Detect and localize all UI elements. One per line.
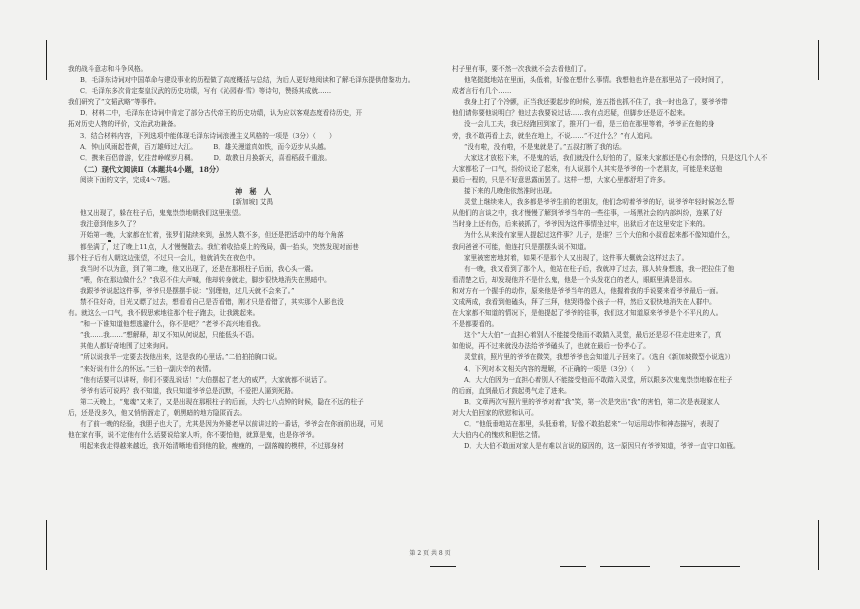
text-line: 成者言行有几个…… bbox=[452, 87, 512, 96]
text-line: 接下来的几晚他依然准时出现。 bbox=[464, 187, 557, 196]
text-line: 我注意到他多久了？ bbox=[80, 220, 140, 229]
text-line: 对大大伯回家的欣慰和认可。 bbox=[452, 408, 538, 417]
text-line: A．钟山风雨起苍黄，百万雄师过大江。 B．雄关漫道真如铁，而今迈步从头越。 bbox=[80, 142, 331, 151]
text-line: 都坐满了，过了晚上11点，人才慢慢散去。我忙着收拾桌上的残局，偶一抬头，突然发现对面巷 bbox=[80, 242, 359, 251]
text-line: 拓对历史人物的评价，文治武功兼备。 bbox=[68, 120, 181, 129]
text-line: 有。就这么一口气，我不假思索地往那个柱子跑去，让我跳起来。 bbox=[68, 309, 260, 318]
text-line: 不是都要看的。 bbox=[452, 320, 499, 329]
binding-line-bottom bbox=[46, 520, 47, 570]
text-line: “所以说我半一定要去找他出来，这是我的心里话。”二伯拍拍胸口说。 bbox=[80, 353, 282, 362]
text-line: 明起来我走得越来越近，我开始清晰地看到他的脸，瘦瘦的，一副落魄的模样，不过那身材 bbox=[80, 442, 344, 451]
text-line: 大家这才放松下来，不是鬼的话，我们就没什么好怕的了，原来大家都还是心有余悸的，只是这几个人不 bbox=[464, 153, 768, 162]
text-line: 灵堂前，照片里的爷爷在微笑，我想爷爷也会知道儿子回来了。（选自《新加坡微型小说选》） bbox=[464, 353, 735, 362]
bottom-rule-left bbox=[430, 566, 456, 567]
text-line: 我身上打了个冷颤，正当我还要起步的时候，连五指也抓不住了，我一时也急了，要爷爷带 bbox=[464, 98, 728, 107]
bottom-rule-right bbox=[560, 566, 586, 567]
text-line: 他笔挺挺地站在里面，头低着，好像在想什么事情。我想他也许是在那里站了一段时间了， bbox=[464, 76, 728, 85]
text-line: 当时身上还有伤，后来被抓了，爷爷因为这件事情坐过牢，出狱后才在这里安定下来的。 bbox=[452, 220, 710, 229]
text-line: 旁，我不敢再看上去，就坐在地上，不说……“不过什么？”有人追问。 bbox=[452, 131, 657, 140]
text-line: 第二天晚上，“鬼魂”又来了，又是出现在那根柱子的后面，大约七八点钟的时候，隐在不远的柱子 bbox=[80, 397, 364, 406]
text-line: 阅读下面的文字，完成4～7题。 bbox=[80, 175, 175, 184]
text-line: 有一晚，我又看到了那个人，他站在柱子后，我就冲了过去，那人转身想逃，我一把拉住了他 bbox=[464, 264, 735, 273]
text-line: “和一下谁知道他想逃避什么，你不是吧？”老爷不高兴地看我。 bbox=[80, 320, 265, 329]
text-line: C．“他低垂地站在那里，头低垂着，好像不敢抬起来”一句运用动作和神态描写，表现了 bbox=[464, 420, 720, 428]
corner-mark-bottom-right bbox=[818, 520, 819, 570]
text-line: B．文章两次写照片里的爷爷对着“我”笑，第一次是突出“我”的害怕，第二次是表现家人 bbox=[464, 397, 720, 406]
text-line: 他在家有事，说不定他有什么话要说给家人听，你不要怕他，就算是鬼，也是你爷爷。 bbox=[68, 431, 319, 440]
text-line: 大家都松了一口气，纷纷议论了起来，有人说那个人其实是爷爷的一个老朋友，可能是来送他 bbox=[452, 164, 723, 173]
right-column bbox=[452, 64, 822, 452]
text-line: “他有话要可以讲呀，你们不要乱说话！”大伯摆起了老大的威严，大家就都不说话了。 bbox=[80, 375, 331, 384]
text-line: “我……我……”想解释，却又不知从何说起，只能低头不语。 bbox=[80, 331, 259, 340]
text-line: [新加坡] 艾禺 bbox=[232, 198, 274, 207]
page-number: 第 2 页 共 8 页 bbox=[409, 550, 451, 557]
left-column bbox=[68, 64, 438, 452]
text-line: 那个柱子后有人朝这边张望，不过只一会儿，他就消失在夜色中。 bbox=[68, 253, 260, 262]
text-line: 禁不住好奇，目光又瞟了过去，想看看自己是否看错，刚才只是看错了，其实那个人影也没 bbox=[80, 297, 344, 306]
text-line: C．毛泽东多次肯定秦皇汉武的历史功绩，写有《沁园春·雪》等诗句，赞扬其成就…… bbox=[80, 87, 332, 96]
text-line: 这个“大大伯”一直担心着别人不能接受他而不敢踏入灵堂，最后还是忍不住走进来了，真 bbox=[464, 331, 722, 340]
text-line: 村子里有事，要不然一次我就不会去看他们了。 bbox=[452, 65, 591, 73]
text-line: 有了前一晚的经验，我胆子也大了，尤其是因为外婆老早以前讲过的一番话，爷爷会在你面前出现，可见 bbox=[80, 420, 384, 428]
text-line: 后，还是没多久，他又悄悄溜走了，朝黑暗的地方隐匿而去。 bbox=[68, 408, 247, 417]
text-line: 他又出现了，躲在柱子后，鬼鬼祟祟地朝我们这里张望。 bbox=[80, 209, 245, 218]
text-line: 文成两成，我看到他磕头，拜了三拜，他哭得像个孩子一样，然后又很快地消失在人群中。 bbox=[452, 297, 716, 306]
text-line: 在大家都不知道的情况下，是他提起了爷爷的往事，我们这才知道原来爷爷是个不平凡的人。 bbox=[452, 309, 723, 318]
text-line: D．材料二中，毛泽东在诗词中肯定了部分古代帝王的历史功绩，认为应以客观态度看待历史，开 bbox=[80, 109, 363, 118]
bottom-rule-far bbox=[680, 566, 740, 567]
text-line: 为什么从来没有家里人提起过这件事？儿子，是谁？三个大伯和小叔看起来都不像知道什么， bbox=[464, 231, 735, 240]
text-line: 大大伯内心的愧疚和胆怯之情。 bbox=[452, 431, 545, 440]
text-line: 我当时不以为意，到了第二晚，他又出现了，还是在那根柱子后面，我心头一震。 bbox=[80, 264, 318, 273]
text-line: “没有啦，没有啦，不是鬼就是了。”五叔打断了我的话。 bbox=[464, 142, 626, 151]
text-line: 没一会儿工夫，我已经跑回到家了，推开门一看，是三伯在那里等着，爷爷正在他的身 bbox=[464, 120, 715, 129]
bottom-rule-mid bbox=[600, 566, 650, 567]
text-line: 如他说，再不过来就没办法给爷爷磕头了，也就在最后一份孝心了。 bbox=[452, 342, 650, 351]
text-line: D．大大伯不敢面对家人是有难以言说的原因的，这一原因只有爷爷知道，爷爷一直守口如瓶。 bbox=[464, 442, 740, 451]
text-line: 神 秘 人 bbox=[235, 187, 271, 197]
text-line: “来好说有什么的怀远。”三伯一副庆幸的表情。 bbox=[80, 364, 216, 373]
text-line: 的后面，直到最后才鼓起勇气走了进来。 bbox=[452, 386, 571, 395]
text-line: 从他们的言谈之中，我才慢慢了解到爷爷当年的一些往事，一场黑社会的内部纠纷，连累了好 bbox=[452, 209, 723, 218]
text-line: 我问爸爸不可能，他连打只是摆摆头说不知道。 bbox=[452, 242, 591, 251]
text-line: 其他人都好奇地围了过来询问。 bbox=[80, 342, 173, 351]
text-line: 和对方有一个握手的动作，原来他是爷爷当年的恩人，他握着我的手说要来看爷爷最后一面。 bbox=[452, 286, 723, 295]
text-line: 看清楚之后，却发现他并不是什么鬼，他是一个头发花白的老人，眼眶里满是泪水。 bbox=[452, 275, 696, 284]
text-line: B．毛泽东诗词对中国革命与建设事业的历程做了高度概括与总结，为后人更好地阅读和了解毛泽东提供借鉴功力。 bbox=[80, 76, 415, 85]
text-line: 他们请你要他说明白？他过去我要说过话……我有点迟疑，但脚步还是迈不起来。 bbox=[452, 109, 690, 118]
binding-line-top bbox=[46, 40, 47, 80]
text-line: “喂，你在那边做什么？”我忍不住大声喊，他却转身就走，脚步很快地消失在黑暗中。 bbox=[80, 275, 331, 284]
text-line: 我们研究了“文韬武略”等事件。 bbox=[68, 98, 161, 107]
text-line: 最后一程的，只是不好意思露面罢了。这样一想，大家心里都舒坦了许多。 bbox=[452, 175, 670, 184]
text-line: 我的战斗意志和斗争风格。 bbox=[68, 65, 148, 73]
text-line: A．大大伯因为一直担心着别人不能接受他而不敢踏入灵堂，所以跟多次鬼鬼祟祟地躲在柱子 bbox=[464, 375, 733, 384]
text-line: 4．下列对本文相关内容的理解，不正确的一项是（3分）（ ） bbox=[464, 364, 654, 373]
text-line: C．携来百侣曾游，忆往昔峥嵘岁月稠。 D．敢教日月换新天，喜看稻菽千重浪。 bbox=[80, 153, 331, 162]
text-line: 家里被密密地封着，如果不是那个人又出现了，这件事大概就会这样过去了。 bbox=[464, 253, 689, 262]
text-line: 开始第一晚，大家都在忙着，张罗们陆续来到，虽然人数不多，但还是把活动中的每个角落 bbox=[80, 231, 344, 240]
text-line: 灵堂上继续来人，我多都是爷爷生前的老朋友，他们念叨着爷爷的好，说爷爷年轻时候怎么帮 bbox=[464, 198, 735, 207]
text-line: 我跟爷爷说起这件事，爷爷只是摆摆手说：“别理他，过几天就不会来了。” bbox=[80, 286, 295, 295]
text-line: 爷爷有话可说吗？我不知道，我只知道爷爷总是沉默，不爱把人逼到死路。 bbox=[80, 386, 298, 395]
text-line: （二）现代文阅读Ⅱ（本题共4小题，18分） bbox=[80, 164, 224, 174]
text-line: 3．结合材料内容，下列选项中能体现毛泽东诗词浪漫主义风格的一项是（3分）（ ） bbox=[80, 131, 336, 140]
